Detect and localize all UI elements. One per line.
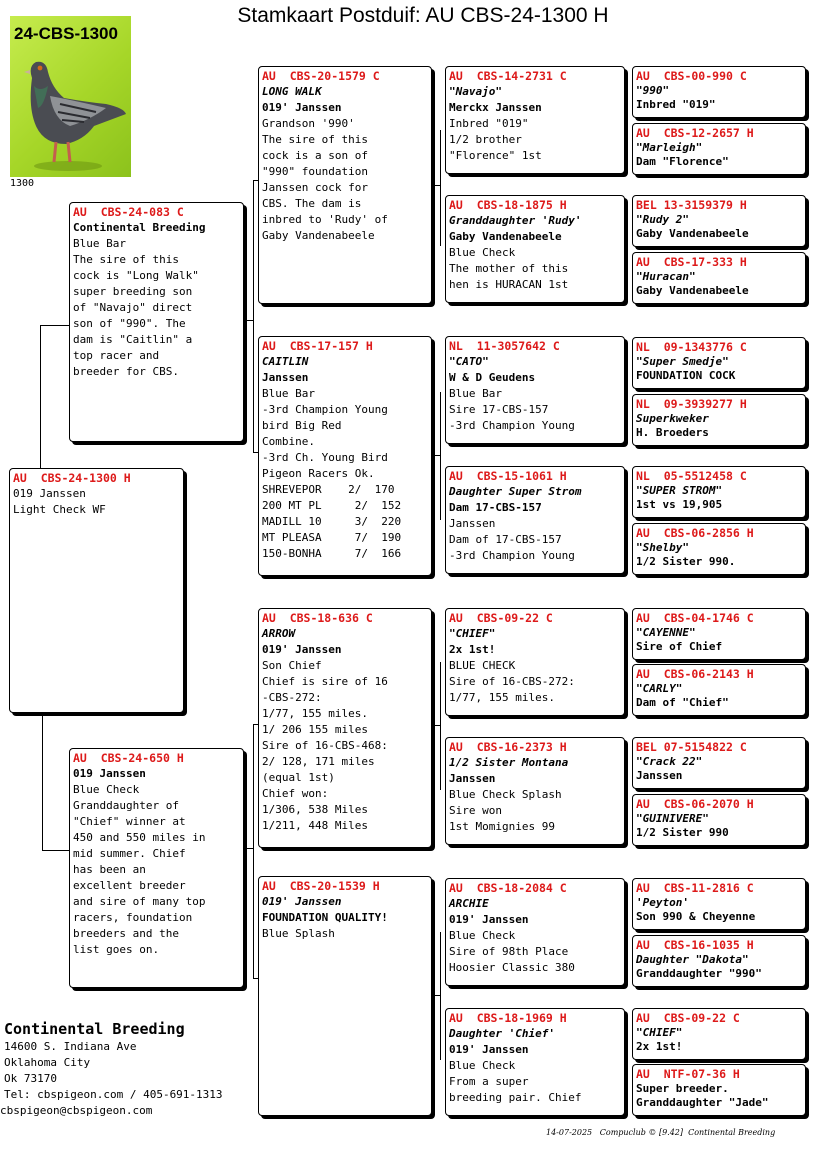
card-strain: 019' Janssen <box>262 643 342 656</box>
ring-number: AU CBS-24-083 C <box>73 205 184 219</box>
card-strain: 2x 1st! <box>636 1040 683 1053</box>
card-line: -CBS-272: <box>262 691 322 704</box>
card-line: 1/2 brother <box>449 133 522 146</box>
great-grandparent-card[interactable] <box>445 66 625 174</box>
card-strain: Janssen <box>262 371 309 384</box>
breeder-info <box>0 1019 223 1119</box>
card-line: Blue Bar <box>73 237 126 250</box>
card-line: top racer and <box>73 349 160 362</box>
ring-number: AU CBS-11-2816 C <box>636 881 754 895</box>
card-line: Sire of 16-CBS-272: <box>449 675 575 688</box>
great-grandparent-card[interactable] <box>445 608 625 716</box>
ring-number: AU CBS-24-650 H <box>73 751 184 765</box>
ring-number: AU CBS-06-2143 H <box>636 667 754 681</box>
photo-caption: 1300 <box>10 178 35 189</box>
breeder-phone: Tel: cbspigeon.com / 405-691-1313 <box>4 1088 223 1101</box>
ring-number: AU CBS-15-1061 H <box>449 469 567 483</box>
card-line: 2/ 128, 171 miles <box>262 755 375 768</box>
photo-ring-label: 24-CBS-1300 <box>14 24 118 43</box>
gg-grandparent-card[interactable] <box>632 664 806 716</box>
card-line: -3rd Champion Young <box>262 403 388 416</box>
gg-grandparent-card[interactable] <box>632 123 806 175</box>
connector <box>253 724 254 978</box>
card-line: Hoosier Classic 380 <box>449 961 575 974</box>
card-line: 1/77, 155 miles. <box>449 691 555 704</box>
card-name: CAITLIN <box>262 355 309 368</box>
card-line: breeder for CBS. <box>73 365 179 378</box>
card-line: Janssen <box>449 517 496 530</box>
ring-number: NL 11-3057642 C <box>449 339 560 353</box>
breeder-email: cbspigeon@cbspigeon.com <box>0 1104 153 1117</box>
card-line: list goes on. <box>73 943 160 956</box>
card-strain: FOUNDATION COCK <box>636 369 736 382</box>
race-result: MT PLEASA 7/ 190 <box>262 531 402 544</box>
card-strain: Gaby Vandenabeele <box>636 227 749 240</box>
gg-grandparent-card[interactable] <box>632 878 806 930</box>
sire-card[interactable] <box>69 202 244 442</box>
card-line: (equal 1st) <box>262 771 335 784</box>
great-grandparent-card[interactable] <box>445 466 625 574</box>
subject-card[interactable] <box>9 468 184 713</box>
card-line: The sire of this <box>262 133 368 146</box>
ring-number: AU CBS-04-1746 C <box>636 611 754 625</box>
card-strain: 019' Janssen <box>449 1043 529 1056</box>
card-name: "CHIEF" <box>449 627 496 640</box>
card-line: "990" foundation <box>262 165 368 178</box>
card-name: 1/2 Sister Montana <box>449 756 569 769</box>
ring-number: AU CBS-16-2373 H <box>449 740 567 754</box>
card-line: -3rd Champion Young <box>449 419 575 432</box>
card-line: hen is HURACAN 1st <box>449 278 569 291</box>
card-line: son of "990". The <box>73 317 186 330</box>
great-grandparent-card[interactable] <box>445 1008 625 1116</box>
gg-grandparent-card[interactable] <box>632 252 806 304</box>
card-line: breeding pair. Chief <box>449 1091 582 1104</box>
card-line: breeders and the <box>73 927 179 940</box>
card-name: Daughter 'Chief' <box>449 1027 555 1040</box>
ring-number: AU CBS-06-2856 H <box>636 526 754 540</box>
connector <box>253 180 254 452</box>
card-line: of "Navajo" direct <box>73 301 193 314</box>
race-result: SHREVEPOR 2/ 170 <box>262 483 395 496</box>
card-strain: 019' Janssen <box>262 101 342 114</box>
card-line: -3rd Champion Young <box>449 549 575 562</box>
race-result: 200 MT PL 2/ 152 <box>262 499 402 512</box>
card-line: Janssen cock for <box>262 181 368 194</box>
card-strain: Janssen <box>449 772 496 785</box>
card-line: Dam of 17-CBS-157 <box>449 533 562 546</box>
card-name: ARROW <box>262 627 296 640</box>
card-strain: Dam "Florence" <box>636 155 729 168</box>
card-line: Chief is sire of 16 <box>262 675 388 688</box>
card-line: Blue Bar <box>262 387 315 400</box>
gg-grandparent-card[interactable] <box>632 794 806 846</box>
card-name: "Huracan" <box>636 269 696 283</box>
card-line: Sire won <box>449 804 502 817</box>
pigeon-photo <box>10 16 131 177</box>
card-line: Light Check WF <box>13 503 106 516</box>
connector <box>627 634 628 690</box>
card-line: has been an <box>73 863 146 876</box>
card-name: "CATO" <box>449 355 489 368</box>
card-name: Super breeder. <box>636 1081 729 1095</box>
breeder-name: Continental Breeding <box>4 1020 185 1038</box>
card-line: 1/77, 155 miles. <box>262 707 368 720</box>
card-line: Pigeon Racers Ok. <box>262 467 375 480</box>
card-name: "GUINIVERE" <box>636 811 709 825</box>
card-line: Combine. <box>262 435 315 448</box>
ring-number: BEL 13-3159379 H <box>636 198 747 212</box>
card-name: "CAYENNE" <box>636 625 696 639</box>
card-name: LONG WALK <box>262 85 322 98</box>
card-line: cock is a son of <box>262 149 368 162</box>
card-name: "Super Smedje" <box>636 354 729 368</box>
great-grandparent-card[interactable] <box>445 195 625 303</box>
card-line: Blue Check <box>449 1059 516 1072</box>
ring-number: AU CBS-18-636 C <box>262 611 373 625</box>
connector <box>42 850 71 851</box>
footer-note: 14-07-2025 Compuclub © [9.42] Continental Breeding <box>546 1128 776 1137</box>
connector <box>440 392 441 520</box>
connector <box>440 662 441 790</box>
connector <box>42 714 43 850</box>
ring-number: AU CBS-18-2084 C <box>449 881 567 895</box>
ring-number: AU CBS-09-22 C <box>449 611 553 625</box>
card-line: Inbred "019" <box>449 117 529 130</box>
great-grandparent-card[interactable] <box>445 737 625 845</box>
card-line: The mother of this <box>449 262 569 275</box>
card-strain: H. Broeders <box>636 426 709 439</box>
connector <box>433 455 440 456</box>
great-grandparent-card[interactable] <box>445 336 625 444</box>
card-strain: Son 990 & Cheyenne <box>636 910 756 923</box>
card-strain: Dam 17-CBS-157 <box>449 501 542 514</box>
card-line: Chief won: <box>262 787 329 800</box>
card-name: "Crack 22" <box>636 754 703 768</box>
connector <box>627 228 628 284</box>
ring-number: AU CBS-16-1035 H <box>636 938 754 952</box>
card-line: Sire of 16-CBS-468: <box>262 739 388 752</box>
card-line: Blue Check <box>449 246 516 259</box>
card-strain: FOUNDATION QUALITY! <box>262 911 388 924</box>
gg-grandparent-card[interactable] <box>632 1008 806 1060</box>
card-name: Daughter Super Strom <box>449 485 582 498</box>
card-line: Blue Check <box>73 783 140 796</box>
connector <box>440 130 441 246</box>
card-strain: Dam of "Chief" <box>636 696 729 709</box>
gg-grandparent-card[interactable] <box>632 608 806 660</box>
ring-number: AU CBS-18-1969 H <box>449 1011 567 1025</box>
card-line: The sire of this <box>73 253 179 266</box>
gg-grandparent-card[interactable] <box>632 195 806 247</box>
card-line: excellent breeder <box>73 879 186 892</box>
card-name: 'Peyton' <box>636 895 689 909</box>
connector <box>245 320 253 321</box>
ring-number: NL 09-3939277 H <box>636 397 747 411</box>
card-line: -3rd Ch. Young Bird <box>262 451 388 464</box>
ring-number: AU CBS-09-22 C <box>636 1011 740 1025</box>
connector <box>627 363 628 419</box>
card-strain: Granddaughter "Jade" <box>636 1096 769 1109</box>
card-line: Granddaughter of <box>73 799 179 812</box>
great-grandparent-card[interactable] <box>445 878 625 986</box>
card-line: cock is "Long Walk" <box>73 269 199 282</box>
card-name: "Marleigh" <box>636 140 703 154</box>
card-name: "Rudy 2" <box>636 212 689 226</box>
ring-number: AU CBS-24-1300 H <box>13 471 131 485</box>
card-line: Blue Check Splash <box>449 788 562 801</box>
ring-number: AU CBS-20-1539 H <box>262 879 380 893</box>
page-title: Stamkaart Postduif: AU CBS-24-1300 H <box>237 4 609 27</box>
ring-number: AU CBS-00-990 C <box>636 69 747 83</box>
connector <box>627 495 628 551</box>
dam-card[interactable] <box>69 748 244 988</box>
grandparent-card[interactable] <box>258 876 432 1116</box>
ring-number: AU CBS-17-157 H <box>262 339 373 353</box>
card-name: Daughter "Dakota" <box>636 952 749 966</box>
card-line: and sire of many top <box>73 895 206 908</box>
card-line: inbred to 'Rudy' of <box>262 213 388 226</box>
card-strain: Janssen <box>636 769 683 782</box>
gg-grandparent-card[interactable] <box>632 737 806 789</box>
gg-grandparent-card[interactable] <box>632 523 806 575</box>
card-line: Gaby Vandenabeele <box>262 229 375 242</box>
ring-number: AU CBS-12-2657 H <box>636 126 754 140</box>
gg-grandparent-card[interactable] <box>632 1064 806 1116</box>
card-line: BLUE CHECK <box>449 659 516 672</box>
card-line: Grandson '990' <box>262 117 355 130</box>
ring-number: AU CBS-20-1579 C <box>262 69 380 83</box>
card-strain: 019' Janssen <box>449 913 529 926</box>
card-name: 019' Janssen <box>262 895 342 908</box>
connector <box>40 325 41 468</box>
card-line: 019 Janssen <box>13 487 86 500</box>
card-line: super breeding son <box>73 285 193 298</box>
card-line: Sire 17-CBS-157 <box>449 403 549 416</box>
gg-grandparent-card[interactable] <box>632 466 806 518</box>
card-line: 1/211, 448 Miles <box>262 819 368 832</box>
card-name: "990" <box>636 83 670 97</box>
card-line: Son Chief <box>262 659 322 672</box>
connector <box>440 932 441 1060</box>
connector <box>433 725 440 726</box>
card-strain: Granddaughter "990" <box>636 967 762 980</box>
gg-grandparent-card[interactable] <box>632 935 806 987</box>
ring-number: NL 05-5512458 C <box>636 469 747 483</box>
connector <box>627 1036 628 1092</box>
gg-grandparent-card[interactable] <box>632 337 806 389</box>
connector <box>627 765 628 821</box>
card-name: Superkweker <box>636 411 709 425</box>
card-strain: 1/2 Sister 990 <box>636 826 729 839</box>
ring-number: AU NTF-07-36 H <box>636 1067 740 1081</box>
card-name: "SUPER STROM" <box>636 483 723 497</box>
card-line: bird Big Red <box>262 419 342 432</box>
grandparent-card[interactable] <box>258 608 432 848</box>
card-strain: W & D Geudens <box>449 371 536 384</box>
breeder-zip: Ok 73170 <box>4 1072 57 1085</box>
card-name: ARCHIE <box>449 897 489 910</box>
card-strain: 2x 1st! <box>449 643 496 656</box>
connector <box>627 94 628 150</box>
card-name: "Shelby" <box>636 540 689 554</box>
card-line: Blue Check <box>449 929 516 942</box>
card-line: 450 and 550 miles in <box>73 831 206 844</box>
connector <box>433 185 440 186</box>
card-name: "CHIEF" <box>636 1025 683 1039</box>
race-result: MADILL 10 3/ 220 <box>262 515 402 528</box>
ring-number: AU CBS-18-1875 H <box>449 198 567 212</box>
card-strain: Sire of Chief <box>636 640 723 653</box>
breeder-street: 14600 S. Indiana Ave <box>4 1040 137 1053</box>
grandparent-card[interactable] <box>258 66 432 304</box>
card-line: "Florence" 1st <box>449 149 542 162</box>
card-strain: 1/2 Sister 990. <box>636 555 736 568</box>
card-line: Blue Bar <box>449 387 502 400</box>
card-line: From a super <box>449 1075 529 1088</box>
card-line: Sire of 98th Place <box>449 945 569 958</box>
gg-grandparent-card[interactable] <box>632 394 806 446</box>
card-strain: Gaby Vandenabeele <box>636 284 749 297</box>
card-name: Continental Breeding <box>73 221 206 234</box>
card-line: dam is "Caitlin" a <box>73 333 193 346</box>
card-line: Blue Splash <box>262 927 335 940</box>
breeder-city: Oklahoma City <box>4 1056 91 1069</box>
card-line: CBS. The dam is <box>262 197 362 210</box>
card-strain: Gaby Vandenabeele <box>449 230 562 243</box>
ring-number: AU CBS-14-2731 C <box>449 69 567 83</box>
card-line: racers, foundation <box>73 911 193 924</box>
card-name: 019 Janssen <box>73 767 146 780</box>
card-strain: 1st vs 19,905 <box>636 498 723 511</box>
grandparent-card[interactable] <box>258 336 432 576</box>
card-name: "Navajo" <box>449 85 502 98</box>
card-line: 1st Momignies 99 <box>449 820 555 833</box>
card-line: 1/ 206 155 miles <box>262 723 368 736</box>
race-result: 150-BONHA 7/ 166 <box>262 547 402 560</box>
card-name: "CARLY" <box>636 681 683 695</box>
ring-number: NL 09-1343776 C <box>636 340 747 354</box>
connector <box>245 848 253 849</box>
card-name: Granddaughter 'Rudy' <box>449 214 582 227</box>
card-strain: Merckx Janssen <box>449 101 542 114</box>
card-line: mid summer. Chief <box>73 847 186 860</box>
ring-number: AU CBS-06-2070 H <box>636 797 754 811</box>
ring-number: BEL 07-5154822 C <box>636 740 747 754</box>
card-line: "Chief" winner at <box>73 815 186 828</box>
card-strain: Inbred "019" <box>636 98 716 111</box>
ring-number: AU CBS-17-333 H <box>636 255 747 269</box>
connector <box>433 995 440 996</box>
card-line: 1/306, 538 Miles <box>262 803 368 816</box>
connector <box>40 325 71 326</box>
gg-grandparent-card[interactable] <box>632 66 806 118</box>
connector <box>627 904 628 960</box>
